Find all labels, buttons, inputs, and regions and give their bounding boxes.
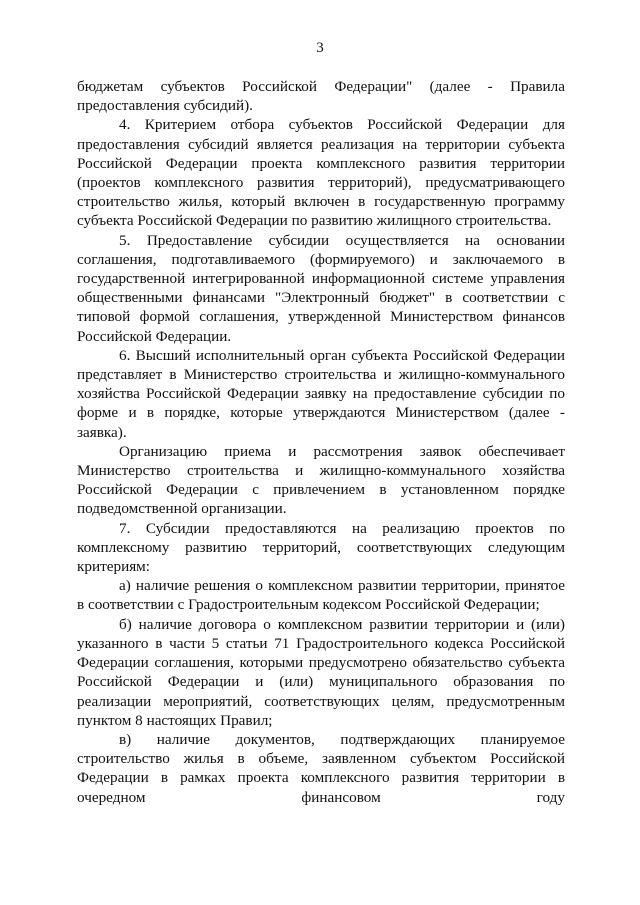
paragraph-item-4: 4. Критерием отбора субъектов Российской Федерации для предоставления субсидий является реализация на территории субъекта Российской Федерации проекта комплексного развития территории (проектов комплексного развития территорий), предусматривающего строительство жилья, который включен в государственную программу субъекта Российской Федерации по развитию жилищного строительства. bbox=[77, 116, 565, 230]
paragraph-item-7a: а) наличие решения о комплексном развитии территории, принятое в соответствии с Градостроительным кодексом Российской Федерации; bbox=[77, 577, 565, 614]
paragraph-item-7: 7. Субсидии предоставляются на реализацию проектов по комплексному развитию территорий, соответствующих следующим критериям: bbox=[77, 519, 565, 576]
paragraph-item-7v: в) наличие документов, подтверждающих планируемое строительство жилья в объеме, заявленном субъектом Российской Федерации в рамках проекта комплексного развития территории в очередном финансовом году bbox=[77, 730, 565, 806]
paragraph-item-7b: б) наличие договора о комплексном развитии территории и (или) указанного в части 5 статьи 71 Градостроительного кодекса Российской Федерации соглашения, которыми предусмотрено обязательство субъекта Российской Федерации и (или) муниципального образования по реализации мероприятий, соответствующих целям, предусмотренным пунктом 8 настоящих Правил; bbox=[77, 615, 565, 729]
paragraph-item-6-organization: Организацию приема и рассмотрения заявок обеспечивает Министерство строительства и жилищно-коммунального хозяйства Российской Федерации с привлечением в установленном порядке подведомственной организации. bbox=[77, 442, 565, 518]
paragraph-continuation: бюджетам субъектов Российской Федерации" (далее - Правила предоставления субсидий). bbox=[77, 78, 565, 115]
paragraph-item-6: 6. Высший исполнительный орган субъекта Российской Федерации представляет в Министерство строительства и жилищно-коммунального хозяйства Российской Федерации заявку на предоставление субсидии по форме и в порядке, которые утверждаются Министерством (далее - заявка). bbox=[77, 346, 565, 441]
paragraph-item-5: 5. Предоставление субсидии осуществляется на основании соглашения, подготавливаемого (формируемого) и заключаемого в государственной интегрированной информационной системе управления общественными финансами "Электронный бюджет" в соответствии с типовой формой соглашения, утвержденной Министерством финансов Российской Федерации. bbox=[77, 231, 565, 345]
page-number: 3 bbox=[316, 40, 324, 56]
document-body bbox=[77, 77, 565, 807]
